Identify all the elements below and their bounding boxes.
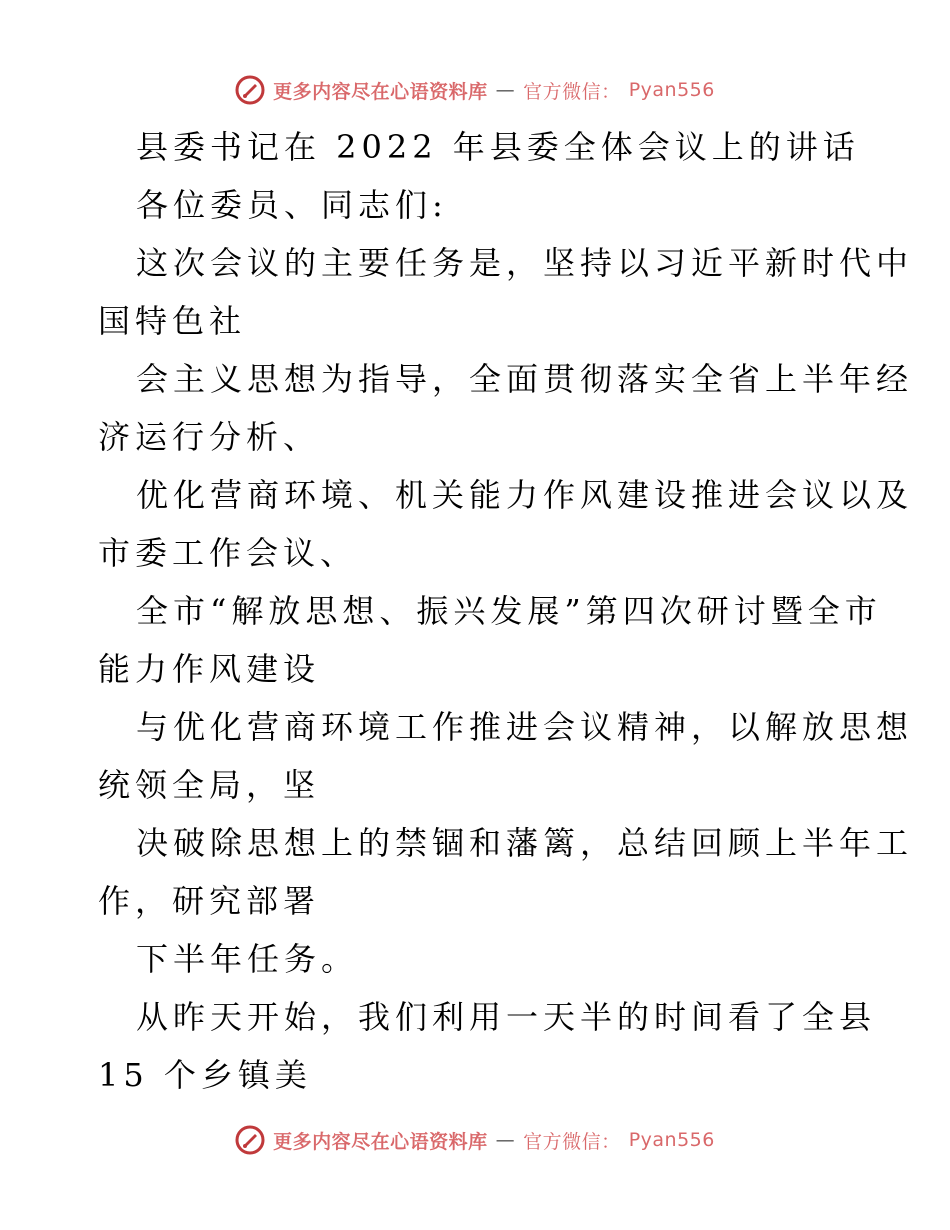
salutation: 各位委员、同志们: <box>136 186 448 224</box>
paragraph-line: 15 个乡镇美 <box>98 1056 312 1094</box>
watermark-dash: — <box>495 1129 516 1151</box>
watermark-wechat-label: 官方微信： <box>523 1130 621 1153</box>
document-body <box>98 118 914 1104</box>
paragraph-line: 统领全局，坚 <box>98 766 321 804</box>
footer-watermark <box>0 1120 950 1160</box>
brand-logo-icon <box>235 75 265 105</box>
paragraph-line: 决破除思想上的禁锢和藩篱，总结回顾上半年工 <box>136 824 914 862</box>
paragraph-line: 与优化营商环境工作推进会议精神，以解放思想 <box>136 708 914 746</box>
watermark-wechat-id: Pyan556 <box>628 79 715 101</box>
document-title: 县委书记在 2022 年县委全体会议上的讲话 <box>136 128 860 166</box>
paragraph-line: 从昨天开始，我们利用一天半的时间看了全县 <box>136 998 877 1036</box>
brand-logo-icon <box>235 1125 265 1155</box>
paragraph-line: 优化营商环境、机关能力作风建设推进会议以及 <box>136 476 914 514</box>
paragraph-line: 作，研究部署 <box>98 882 321 920</box>
paragraph-line: 能力作风建设 <box>98 650 321 688</box>
watermark-wechat-label: 官方微信： <box>523 80 621 103</box>
paragraph-line: 市委工作会议、 <box>98 534 358 572</box>
header-watermark <box>0 70 950 110</box>
paragraph-line: 这次会议的主要任务是，坚持以习近平新时代中 <box>136 244 914 282</box>
paragraph-line: 会主义思想为指导，全面贯彻落实全省上半年经 <box>136 360 914 398</box>
paragraph-line: 国特色社 <box>98 302 247 340</box>
watermark-main-text: 更多内容尽在心语资料库 <box>273 80 488 103</box>
watermark-dash: — <box>495 79 516 101</box>
watermark-wechat-id: Pyan556 <box>628 1129 715 1151</box>
paragraph-line: 全市“解放思想、振兴发展”第四次研讨暨全市 <box>136 592 882 630</box>
paragraph-line: 下半年任务。 <box>136 940 359 978</box>
watermark-main-text: 更多内容尽在心语资料库 <box>273 1130 488 1153</box>
paragraph-line: 济运行分析、 <box>98 418 321 456</box>
